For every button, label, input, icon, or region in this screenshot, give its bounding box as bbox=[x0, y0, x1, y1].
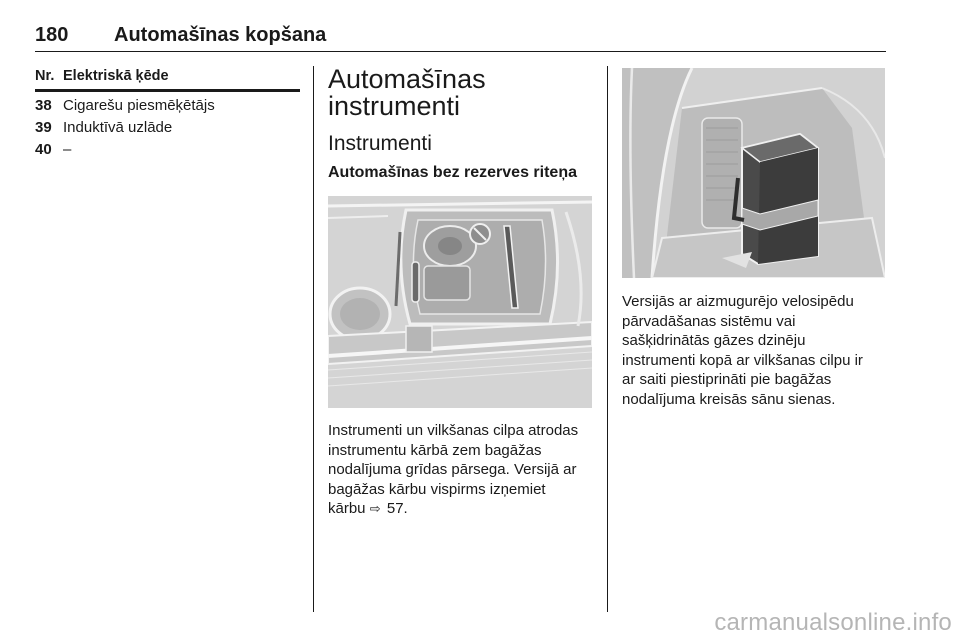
column-divider-left bbox=[313, 66, 314, 612]
column-header-nr: Nr. bbox=[35, 68, 55, 84]
tools-section bbox=[328, 66, 593, 184]
tool-kit-drawing bbox=[328, 196, 592, 408]
fuse-table-header bbox=[35, 66, 300, 92]
site-watermark: carmanualsonline.info bbox=[714, 609, 952, 636]
tool-bag-in-trunk-illustration bbox=[622, 68, 885, 278]
fuse-table bbox=[35, 66, 300, 160]
table-row bbox=[35, 138, 300, 160]
fuse-number: 38 bbox=[35, 97, 52, 114]
page-number: 180 bbox=[35, 24, 69, 46]
table-row bbox=[35, 116, 300, 138]
tool-bag-drawing bbox=[622, 68, 885, 278]
page-reference-arrow-icon: ⇨ bbox=[369, 501, 381, 516]
fuse-number: 39 bbox=[35, 119, 52, 136]
subsection-heading: Instrumenti bbox=[328, 132, 432, 155]
fuse-circuit: Induktīvā uzlāde bbox=[63, 119, 173, 136]
tool-bag bbox=[734, 134, 818, 264]
column-header-circuit: Elektriskā ķēde bbox=[63, 68, 169, 84]
section-heading: Automašīnas instrumenti bbox=[328, 64, 486, 121]
fuse-circuit: Cigarešu piesmēķētājs bbox=[63, 97, 215, 114]
tool-kit-under-floor-illustration bbox=[328, 196, 592, 408]
column-divider-right bbox=[607, 66, 608, 612]
fuse-number: 40 bbox=[35, 141, 52, 158]
section-title: Automašīnas kopšana bbox=[114, 24, 327, 46]
fuse-circuit: – bbox=[63, 141, 72, 158]
page-header bbox=[35, 24, 886, 52]
tools-paragraph: Instrumenti un vilkšanas cilpa atrodas instrumentu kārbā zem bagāžas nodalījuma grīdas pārsega. Versijā ar bagāžas kārbu vispirms izņemiet kārbu ⇨ 57. bbox=[328, 422, 579, 517]
tool-bag-paragraph: Versijās ar aizmugurējo velosipēdu pārvadāšanas sistēmu vai sašķidrinātās gāzes dzinēju instrumenti kopā ar vilkšanas cilpu ir ar saiti piestiprināti pie bagāžas nodalījuma kreisās sānu sienas. bbox=[622, 293, 863, 408]
page-reference[interactable]: 57. bbox=[386, 500, 408, 517]
table-row bbox=[35, 94, 300, 116]
subsubsection-heading: Automašīnas bez rezerves riteņa bbox=[328, 164, 577, 181]
